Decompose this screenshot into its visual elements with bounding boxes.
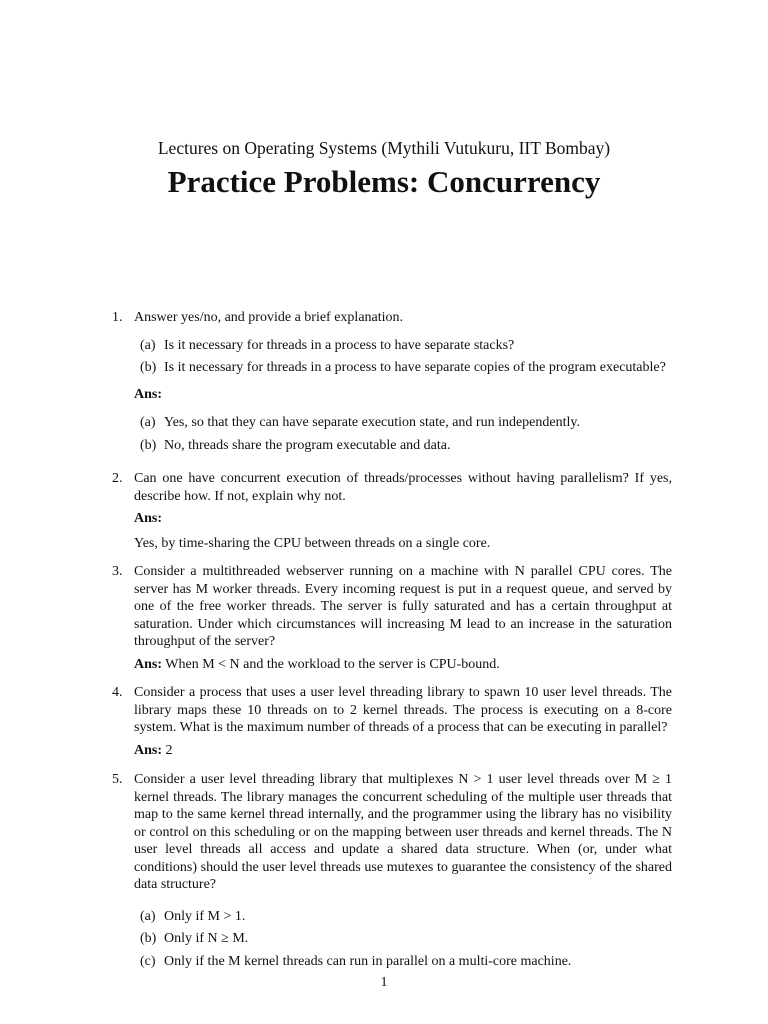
question-number: 1. — [112, 310, 123, 325]
option-item — [140, 908, 672, 926]
sub-label: (a) — [140, 337, 156, 353]
option-item — [140, 930, 672, 948]
answer-line — [134, 742, 672, 760]
question-5 — [112, 771, 672, 970]
sub-text: Is it necessary for threads in a process to have separate stacks? — [164, 337, 515, 353]
answer-label: Ans: — [134, 511, 163, 526]
question-number: 2. — [112, 471, 123, 486]
option-text: Only if N ≥ M. — [164, 931, 249, 946]
answer-text: 2 — [165, 742, 173, 758]
sub-label: (b) — [140, 437, 157, 453]
question-number: 3. — [112, 564, 123, 579]
answer-text: No, threads share the program executable and data. — [164, 437, 451, 453]
option-text: Only if M > 1. — [164, 908, 246, 924]
question-text: Answer yes/no, and provide a brief explanation. — [134, 310, 404, 325]
page-title: Practice Problems: Concurrency — [167, 164, 601, 199]
question-text: Can one have concurrent execution of threads/processes without having parallelism? If yes, describe how. If not, explain why not. — [134, 471, 672, 504]
question-1 — [112, 309, 672, 454]
question-text: Consider a user level threading library that multiplexes N > 1 user level threads over M ≥ 1 kernel threads. The library manages the concurrent scheduling of the multiple user threads that map to the same kernel thread internally, and the programmer using the library has no visibility or control on this scheduling or on the mapping between user threads and kernel threads. The N user level threads all access and update a shared data structure. When (or, under what conditions) should the user level threads use mutexes to guarantee the consistency of the shared data structure? — [134, 772, 672, 892]
question-2 — [112, 470, 672, 552]
sub-label: (a) — [140, 415, 156, 430]
question-4 — [112, 684, 672, 759]
answer-text: Yes, by time-sharing the CPU between threads on a single core. — [134, 535, 491, 551]
option-label: (a) — [140, 908, 156, 924]
sub-label: (b) — [140, 360, 157, 375]
answer-label: Ans: — [134, 742, 163, 758]
option-label: (b) — [140, 931, 157, 946]
page-number: 1 — [380, 975, 388, 990]
answer-item — [140, 414, 672, 432]
question-number: 5. — [112, 772, 123, 787]
answer-item — [140, 437, 672, 455]
sub-question — [140, 337, 672, 355]
sub-text: Is it necessary for threads in a process to have separate copies of the program executable? — [164, 360, 666, 375]
answer-label: Ans: — [134, 656, 163, 672]
sub-question — [140, 359, 672, 377]
question-number: 4. — [112, 685, 123, 700]
question-text: Consider a multithreaded webserver running on a machine with N parallel CPU cores. The server has M worker threads. Every incoming request is put in a request queue, and served by one of the free worker threads. The server is fully saturated and has a certain throughput at saturation. Under which circumstances will increasing M lead to an increase in the saturation throughput of the server? — [134, 564, 672, 649]
answer-label: Ans: — [134, 386, 163, 402]
option-item — [140, 953, 672, 971]
answer-text: Yes, so that they can have separate execution state, and run independently. — [164, 415, 580, 430]
page-subtitle: Lectures on Operating Systems (Mythili Vutukuru, IIT Bombay) — [157, 138, 611, 158]
question-text: Consider a process that uses a user level threading library to spawn 10 user level threads. The library maps these 10 threads on to 2 kernel threads. The process is executing on a 8-core system. What is the maximum number of threads of a process that can be executing in parallel? — [134, 685, 672, 735]
answer-text: When M < N and the workload to the server is CPU-bound. — [165, 656, 500, 672]
option-label: (c) — [140, 953, 156, 969]
question-3 — [112, 563, 672, 673]
option-text: Only if the M kernel threads can run in parallel on a multi-core machine. — [164, 953, 572, 969]
answer-line — [134, 656, 672, 674]
